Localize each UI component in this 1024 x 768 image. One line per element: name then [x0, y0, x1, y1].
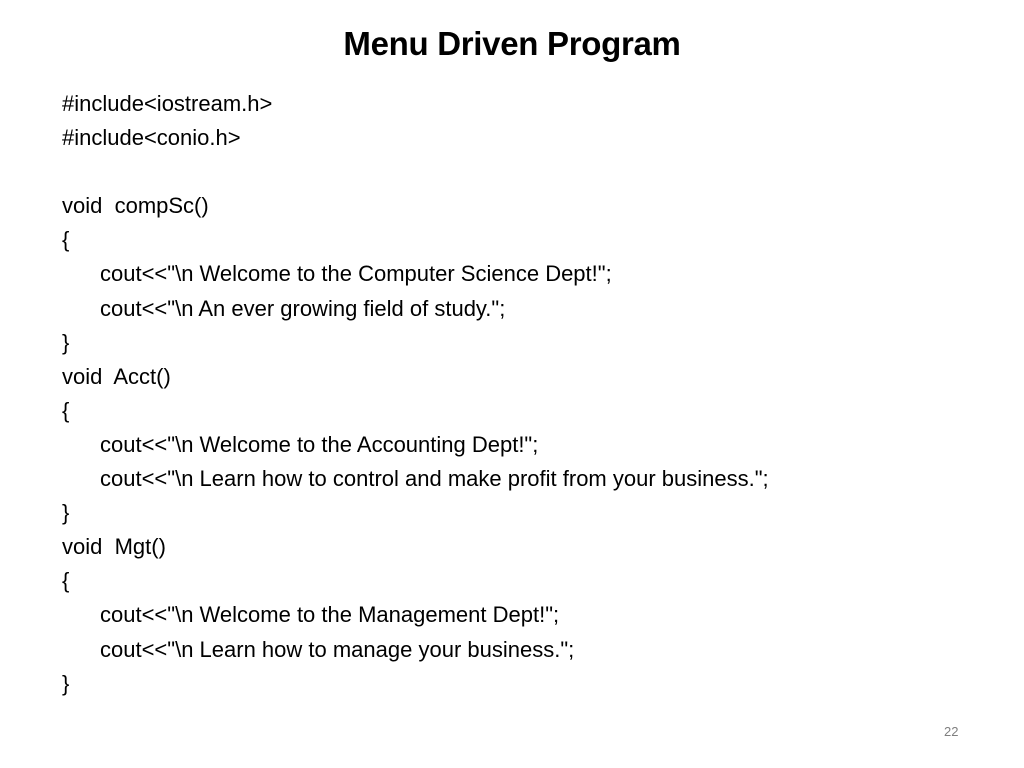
code-line-acct-open-brace: {: [62, 397, 70, 423]
code-line-mgt-cout-2: cout<<"\n Learn how to manage your business.";: [100, 636, 575, 662]
code-line-blank: [62, 155, 1002, 189]
code-line-mgt-open-brace: {: [62, 568, 70, 594]
code-line-acct-cout-1: cout<<"\n Welcome to the Accounting Dept!";: [100, 431, 539, 457]
code-line-acct-signature: void Acct(): [62, 363, 171, 389]
code-line-include-iostream: #include<iostream.h>: [62, 91, 273, 116]
code-line-acct-close-brace: }: [62, 500, 70, 526]
code-line-compsc-cout-2: cout<<"\n An ever growing field of study.";: [100, 295, 506, 321]
code-listing: [62, 87, 1002, 701]
code-line-compsc-open-brace: {: [62, 227, 70, 253]
code-line-compsc-cout-1: cout<<"\n Welcome to the Computer Science Dept!";: [100, 261, 612, 287]
page-number: 22: [944, 724, 959, 739]
code-line-acct-cout-2: cout<<"\n Learn how to control and make profit from your business.";: [100, 466, 769, 492]
code-line-include-conio: #include<conio.h>: [62, 125, 241, 151]
slide-title: Menu Driven Program: [343, 25, 681, 62]
code-line-compsc-close-brace: }: [62, 329, 70, 355]
code-line-mgt-cout-1: cout<<"\n Welcome to the Management Dept!";: [100, 602, 560, 628]
code-line-compsc-signature: void compSc(): [62, 193, 209, 219]
code-line-mgt-signature: void Mgt(): [62, 534, 166, 560]
code-line-mgt-close-brace: }: [62, 670, 70, 696]
